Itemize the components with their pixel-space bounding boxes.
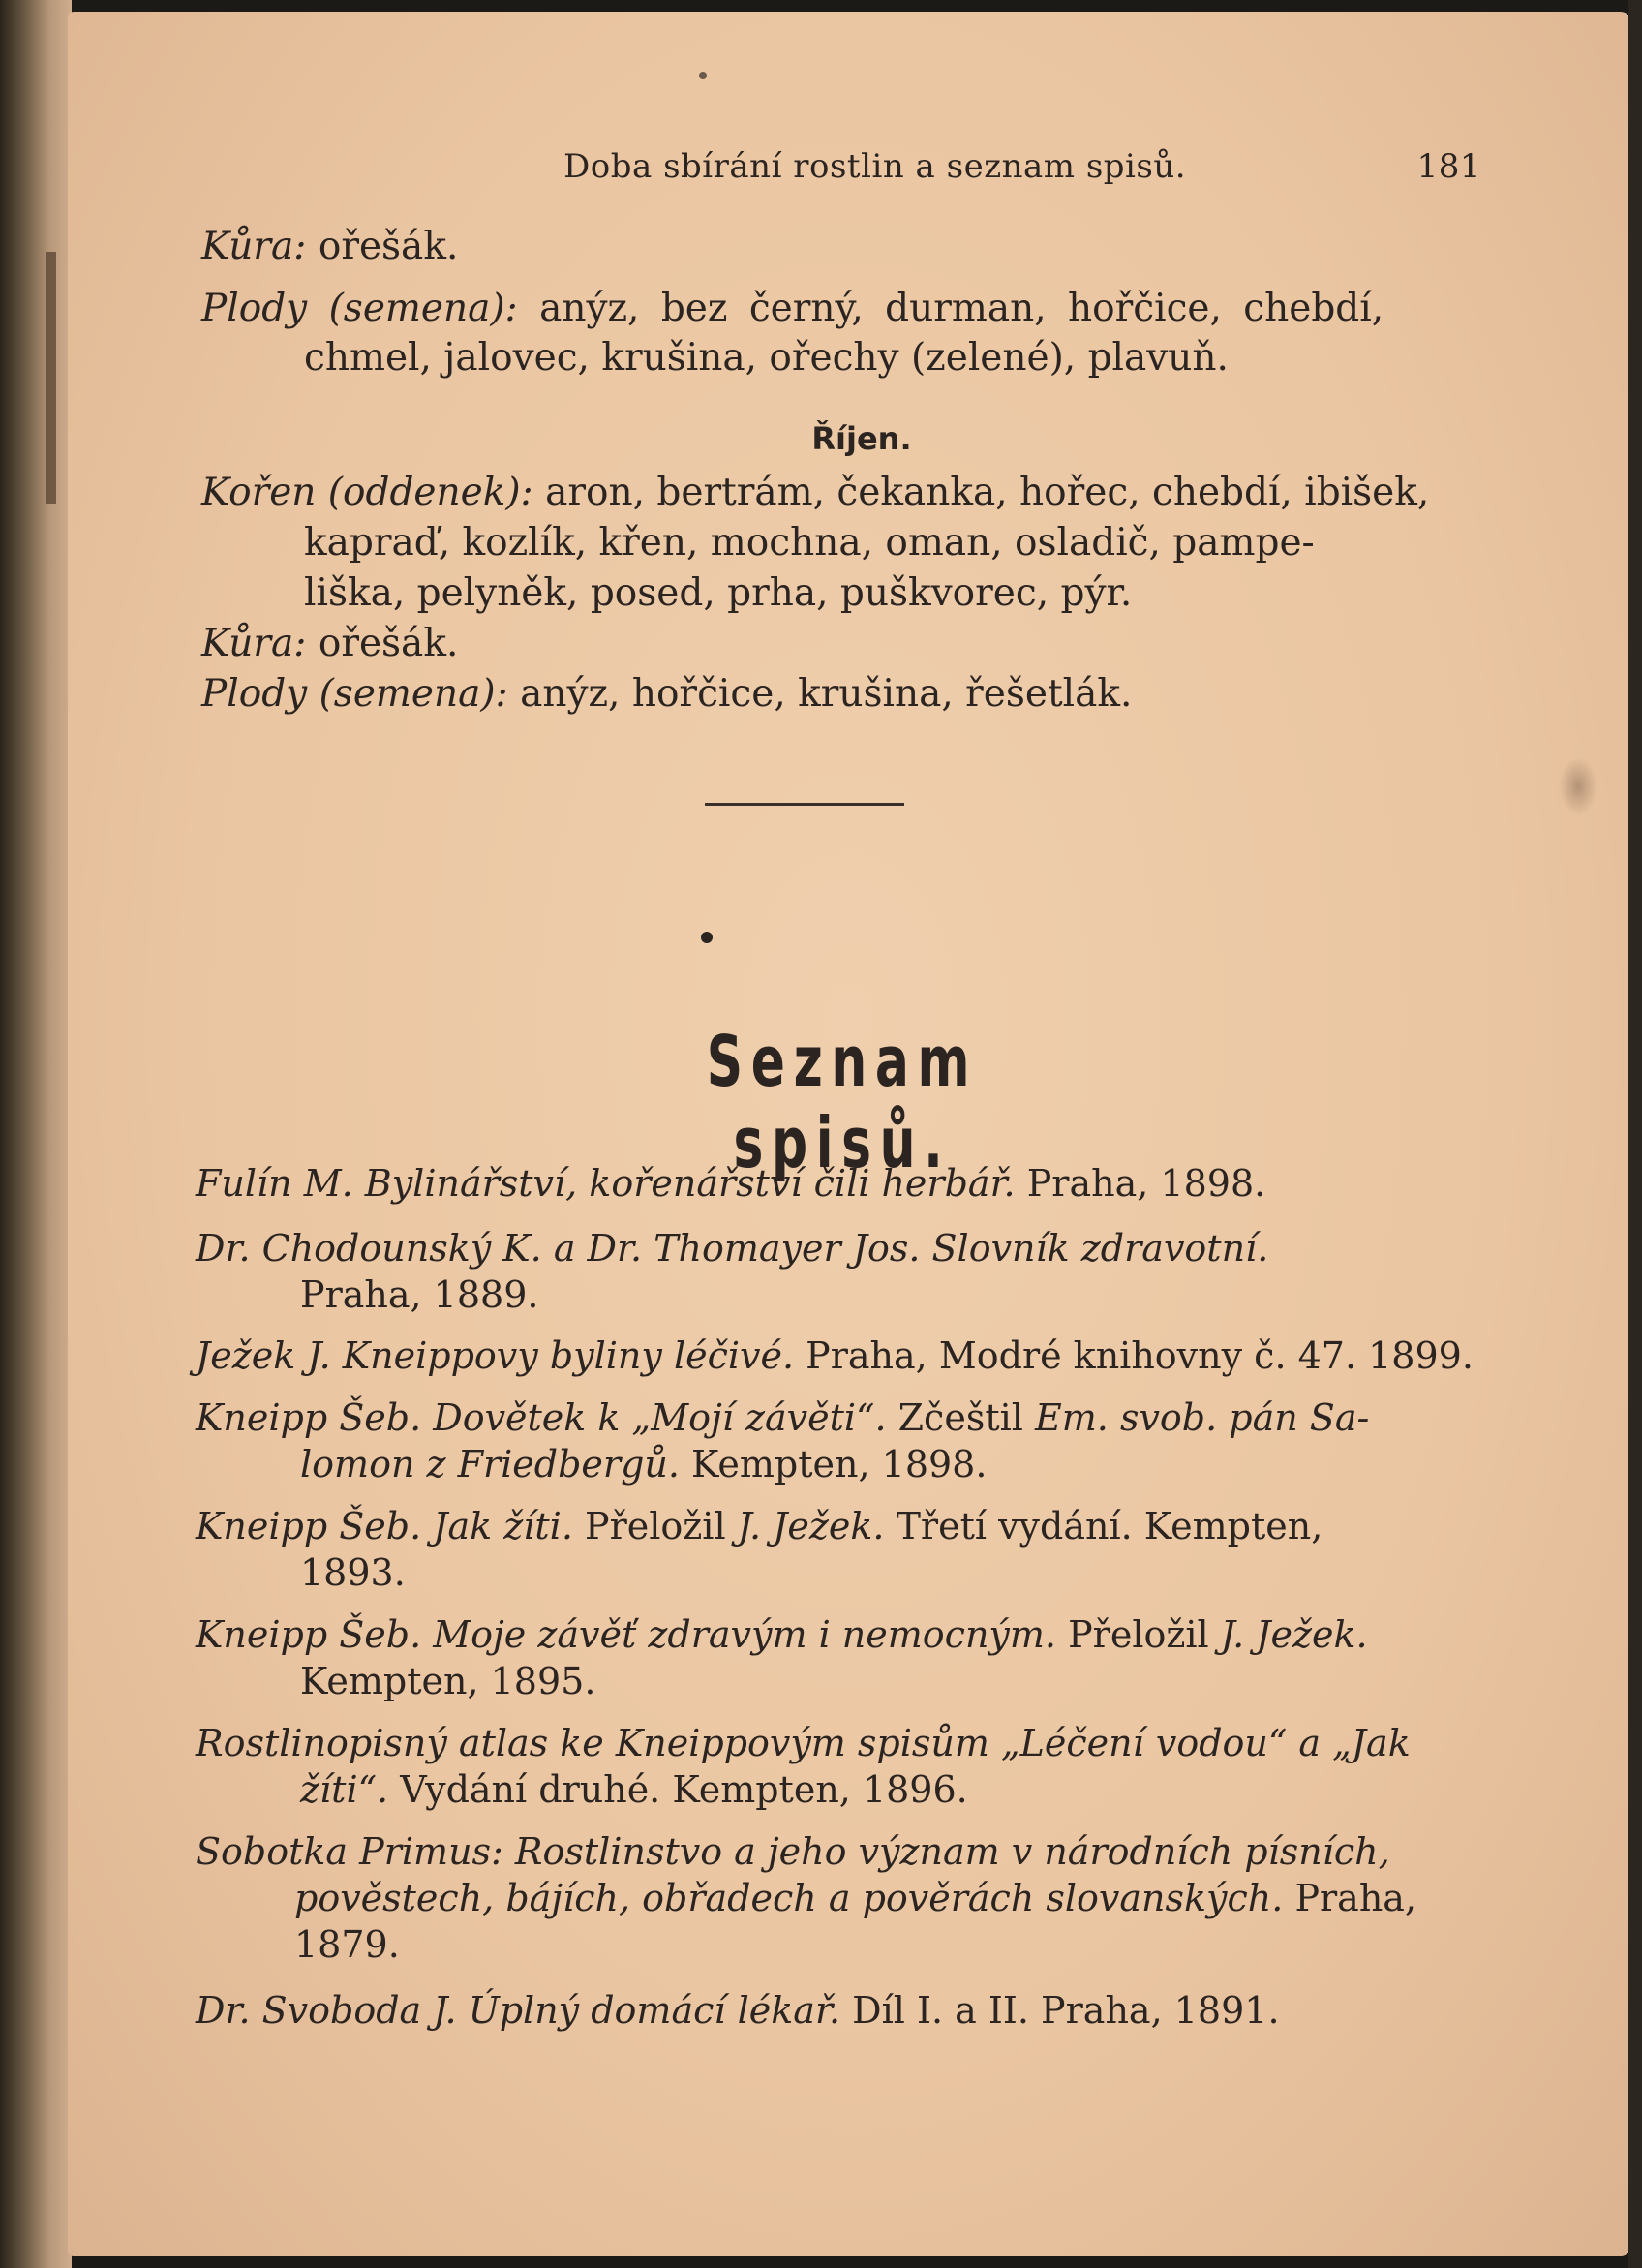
bib-entry-sobotka-cont: pověstech, bájích, obřadech a pověrách slovanských. Praha, [294, 1877, 1417, 1919]
ink-dot [701, 932, 713, 943]
page-number: 181 [1416, 147, 1481, 186]
fruit-line: Plody (semena): anýz, hořčice, krušina, řešetlák. [201, 672, 1133, 716]
bib-entry-jezek: Ježek J. Kneippovy byliny léčivé. Praha, Modré knihovny č. 47. 1899. [196, 1334, 1474, 1377]
bib-entry-chodounsky: Dr. Chodounský K. a Dr. Thomayer Jos. Slovník zdravotní. [196, 1227, 1269, 1270]
paper-speck [699, 72, 707, 79]
fruit-line-previous-cont: chmel, jalovec, krušina, ořechy (zelené), plavuň. [304, 336, 1229, 380]
binding-stain [46, 252, 56, 504]
bib-entry-rostlinopisny-atlas: Rostlinopisný atlas ke Kneippovým spisům „Léčení vodou“ a „Jak [196, 1722, 1411, 1764]
bib-entry-kneipp-zavet: Kneipp Šeb. Moje závěť zdravým i nemocným. Přeložil J. Ježek. [196, 1613, 1368, 1656]
bib-entry-sobotka: Sobotka Primus: Rostlinstvo a jeho význam v národních písních, [196, 1830, 1390, 1873]
book-binding-shadow [0, 0, 72, 2268]
bib-entry-kneipp-jak-ziti-cont: 1893. [300, 1551, 406, 1594]
book-page [68, 12, 1630, 2256]
bib-entry-sobotka-year: 1879. [294, 1923, 400, 1966]
month-heading-october: Říjen. [811, 420, 912, 457]
root-line-2: kapraď, kozlík, křen, mochna, oman, osladič, pampe- [304, 521, 1315, 565]
bibliography-title: Seznam spisů. [706, 1021, 979, 1183]
bib-entry-kneipp-dovetek-cont: lomon z Friedbergů. Kempten, 1898. [300, 1443, 988, 1486]
bib-entry-kneipp-jak-ziti: Kneipp Šeb. Jak žíti. Přeložil J. Ježek. Třetí vydání. Kempten, [196, 1505, 1323, 1548]
bib-entry-kneipp-zavet-cont: Kempten, 1895. [300, 1660, 596, 1702]
bib-entry-svoboda: Dr. Svoboda J. Úplný domácí lékař. Díl I. a II. Praha, 1891. [196, 1989, 1280, 2032]
fruit-line-previous: Plody (semena): anýz, bez černý, durman, hořčice, chebdí, [201, 287, 1384, 330]
root-line-3: liška, pelyněk, posed, prha, puškvorec, pýr. [304, 571, 1133, 615]
section-divider [705, 803, 904, 806]
bark-line-previous: Kůra: ořešák. [201, 225, 459, 268]
bark-line: Kůra: ořešák. [201, 622, 459, 665]
root-line-1: Kořen (oddenek): aron, bertrám, čekanka, hořec, chebdí, ibišek, [201, 471, 1430, 514]
bib-entry-kneipp-dovetek: Kneipp Šeb. Dovětek k „Mojí závěti“. Zčeštil Em. svob. pán Sa- [196, 1396, 1370, 1439]
running-title: Doba sbírání rostlin a seznam spisů. [563, 147, 1187, 186]
page-edge-shadow [1628, 0, 1642, 2268]
paper-smudge [1559, 757, 1597, 815]
bib-entry-fulin: Fulín M. Bylinářství, kořenářství čili herbář. Praha, 1898. [196, 1162, 1266, 1205]
bib-entry-chodounsky-cont: Praha, 1889. [300, 1273, 539, 1316]
bib-entry-rostlinopisny-atlas-cont: žíti“. Vydání druhé. Kempten, 1896. [300, 1768, 968, 1811]
